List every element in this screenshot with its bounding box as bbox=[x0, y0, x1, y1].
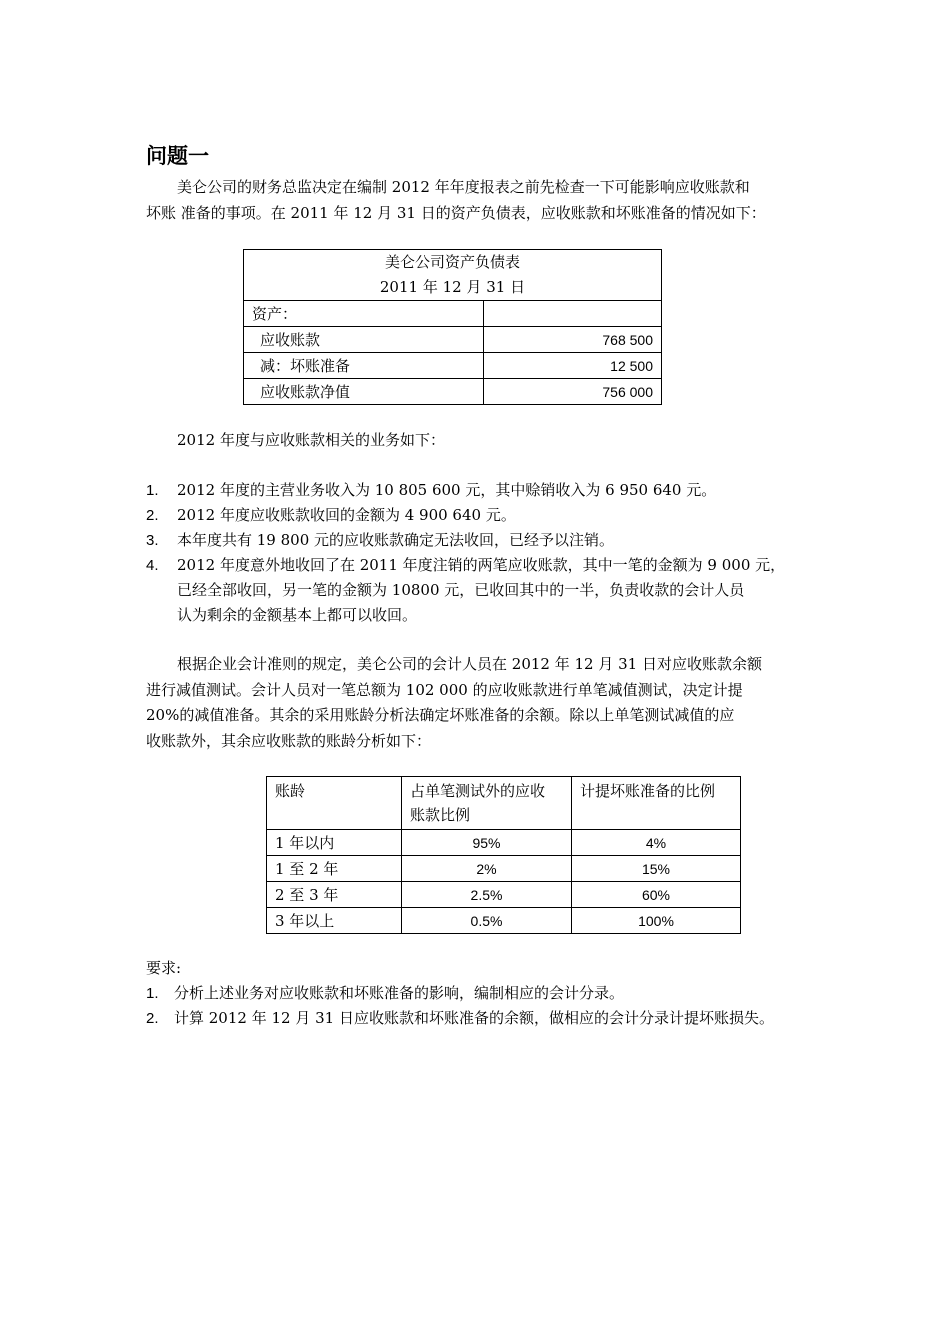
table-row bbox=[244, 353, 662, 379]
intro-line-1: 美仑公司的财务总监决定在编制 2012 年年度报表之前先检查一下可能影响应收账款和 bbox=[177, 178, 750, 196]
balance-sheet-label: 应收账款 bbox=[244, 327, 484, 353]
aging-header-share bbox=[402, 777, 572, 830]
aging-share: 0.5% bbox=[402, 908, 572, 934]
aging-header-share-line1: 占单笔测试外的应收 bbox=[410, 782, 546, 800]
aging-share: 2% bbox=[402, 856, 572, 882]
page-title: 问题一 bbox=[146, 144, 209, 168]
list-marker: 4. bbox=[146, 557, 159, 574]
aging-rate: 15% bbox=[572, 856, 741, 882]
aging-age: 1 年以内 bbox=[267, 830, 402, 856]
list-item-text: 2012 年度的主营业务收入为 10 805 600 元，其中赊销收入为 6 950 640 元。 bbox=[177, 481, 717, 499]
list-item bbox=[146, 553, 785, 628]
balance-sheet-label: 减：坏账准备 bbox=[244, 353, 484, 379]
list-marker: 1. bbox=[146, 985, 159, 1002]
table-row bbox=[244, 327, 662, 353]
business-intro bbox=[146, 428, 811, 454]
impairment-line-2: 进行减值测试。会计人员对一笔总额为 102 000 的应收账款进行单笔减值测试，决定计提 bbox=[146, 680, 743, 699]
list-marker: 2. bbox=[146, 1010, 159, 1027]
table-row bbox=[267, 856, 741, 882]
list-item-text: 2012 年度意外地收回了在 2011 年度注销的两笔应收账款，其中一笔的金额为 9 000 元， bbox=[177, 556, 786, 574]
requirements-label: 要求: bbox=[146, 959, 182, 977]
balance-sheet-section-label: 资产： bbox=[244, 301, 484, 327]
list-item-text: 本年度共有 19 800 元的应收账款确定无法收回，已经予以注销。 bbox=[177, 531, 615, 549]
impairment-line-1: 根据企业会计准则的规定，美仑公司的会计人员在 2012 年 12 月 31 日对应收账款余额 bbox=[177, 655, 762, 673]
balance-sheet-amount: 756 000 bbox=[484, 379, 662, 405]
list-item bbox=[146, 528, 785, 553]
balance-sheet-date: 2011 年 12 月 31 日 bbox=[379, 278, 526, 296]
aging-age: 3 年以上 bbox=[267, 908, 402, 934]
list-marker: 1. bbox=[146, 482, 159, 499]
list-marker: 2. bbox=[146, 507, 159, 524]
balance-sheet-empty-cell bbox=[484, 301, 662, 327]
aging-age: 2 至 3 年 bbox=[267, 882, 402, 908]
balance-sheet-table bbox=[243, 249, 662, 405]
aging-share: 95% bbox=[402, 830, 572, 856]
table-row bbox=[244, 379, 662, 405]
aging-table bbox=[266, 776, 741, 934]
intro-paragraph bbox=[146, 175, 811, 226]
list-marker: 3. bbox=[146, 532, 159, 549]
balance-sheet-amount: 12 500 bbox=[484, 353, 662, 379]
list-item-text: 认为剩余的金额基本上都可以收回。 bbox=[177, 606, 418, 624]
aging-header-share-line2: 账款比例 bbox=[410, 806, 471, 824]
aging-share: 2.5% bbox=[402, 882, 572, 908]
table-row bbox=[267, 830, 741, 856]
aging-header-rate: 计提坏账准备的比例 bbox=[572, 777, 741, 830]
balance-sheet-title: 美仑公司资产负债表 bbox=[384, 253, 520, 271]
balance-sheet-header bbox=[244, 250, 662, 301]
aging-rate: 4% bbox=[572, 830, 741, 856]
list-item bbox=[146, 981, 774, 1006]
balance-sheet-label: 应收账款净值 bbox=[244, 379, 484, 405]
aging-age: 1 至 2 年 bbox=[267, 856, 402, 882]
requirements-list bbox=[146, 956, 774, 1031]
aging-rate: 100% bbox=[572, 908, 741, 934]
table-row bbox=[267, 882, 741, 908]
list-item bbox=[146, 1006, 774, 1031]
impairment-line-4: 收账款外，其余应收账款的账龄分析如下： bbox=[146, 731, 432, 750]
list-item bbox=[146, 478, 785, 503]
list-item-text: 2012 年度应收账款收回的金额为 4 900 640 元。 bbox=[177, 506, 516, 524]
aging-header-age: 账龄 bbox=[267, 777, 402, 830]
table-row bbox=[267, 908, 741, 934]
intro-line-2: 坏账 准备的事项。在 2011 年 12 月 31 日的资产负债表，应收账款和坏账准备的情况如下： bbox=[146, 203, 766, 222]
business-list bbox=[146, 478, 785, 628]
list-item-text: 分析上述业务对应收账款和坏账准备的影响，编制相应的会计分录。 bbox=[174, 984, 625, 1002]
list-item-text: 已经全部收回，另一笔的金额为 10800 元，已收回其中的一半，负责收款的会计人员 bbox=[177, 581, 745, 599]
business-intro-text: 2012 年度与应收账款相关的业务如下： bbox=[177, 431, 445, 449]
impairment-paragraph bbox=[146, 652, 811, 754]
balance-sheet-amount: 768 500 bbox=[484, 327, 662, 353]
list-item bbox=[146, 503, 785, 528]
aging-rate: 60% bbox=[572, 882, 741, 908]
aging-table-header-row bbox=[267, 777, 741, 830]
list-item-text: 计算 2012 年 12 月 31 日应收账款和坏账准备的余额，做相应的会计分录计提坏账损失。 bbox=[174, 1009, 774, 1027]
impairment-line-3: 20%的减值准备。其余的采用账龄分析法确定坏账准备的余额。除以上单笔测试减值的应 bbox=[146, 706, 735, 724]
